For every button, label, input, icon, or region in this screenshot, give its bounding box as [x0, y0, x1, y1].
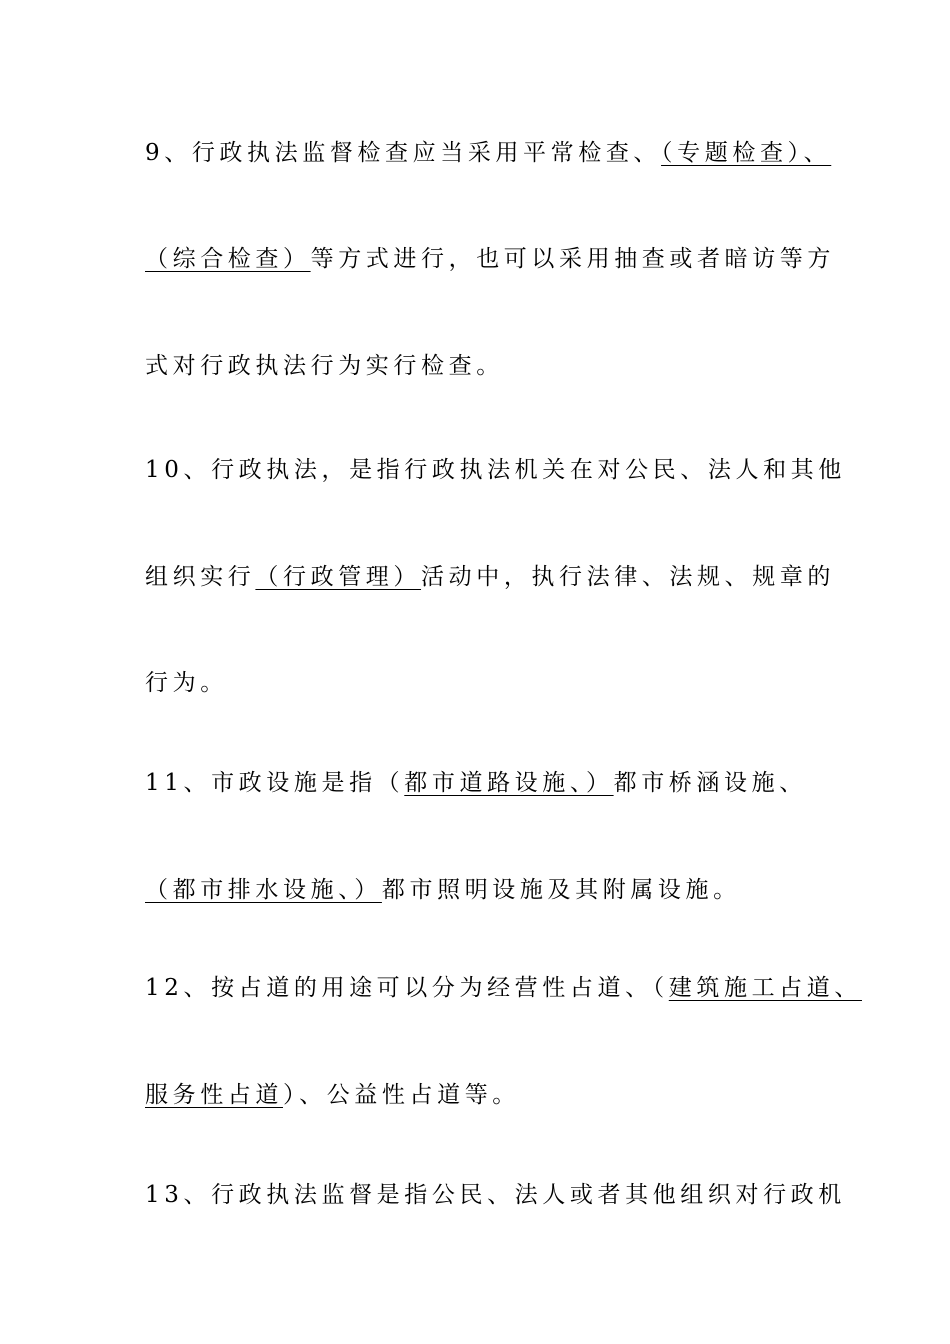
line-7-seg-3: 都市桥涵设施、 — [613, 770, 807, 796]
line-4-seg-1: 10、行政执法，是指行政执法机关在对公民、法人和其他 — [145, 457, 846, 483]
line-11-seg-1: 13、行政执法监督是指公民、法人或者其他组织对行政机 — [145, 1182, 846, 1208]
line-8-seg-2: 都市照明设施及其附属设施。 — [381, 877, 741, 903]
line-7-blank-answer: 都市道路设施、） — [404, 770, 614, 796]
line-5-seg-3: 活动中，执行法律、法规、规章的 — [421, 564, 836, 590]
text-line-6 — [145, 668, 228, 698]
line-2-seg-2: 等方式进行，也可以采用抽查或者暗访等方 — [310, 246, 836, 272]
text-line-3 — [145, 351, 504, 381]
text-line-4 — [145, 455, 846, 485]
line-5-seg-1: 组织实行 — [145, 564, 256, 590]
text-line-2 — [145, 244, 835, 274]
text-line-10 — [145, 1080, 520, 1110]
text-line-9 — [145, 973, 862, 1003]
line-9-seg-1: 12、按占道的用途可以分为经营性占道、（ — [145, 975, 669, 1001]
text-line-5 — [145, 562, 835, 592]
line-1-blank-answer: （专题检查）、 — [661, 140, 832, 166]
line-1-seg-1: 9、行政执法监督检查应当采用平常检查、 — [145, 140, 662, 166]
line-2-blank-answer: （综合检查） — [145, 246, 311, 272]
line-10-blank-answer: 服务性占道 — [145, 1082, 283, 1108]
text-line-1 — [145, 138, 831, 168]
line-9-blank-answer: 建筑施工占道、 — [668, 975, 862, 1001]
line-5-blank-answer: （行政管理） — [255, 564, 422, 590]
text-line-8 — [145, 875, 741, 905]
line-3-seg-1: 式对行政执法行为实行检查。 — [145, 353, 504, 379]
line-8-blank-answer: （都市排水设施、） — [145, 877, 382, 903]
line-7-seg-1: 11、市政设施是指（ — [145, 770, 405, 796]
line-10-seg-2: ）、公益性占道等。 — [283, 1082, 520, 1108]
text-line-7 — [145, 768, 807, 798]
line-6-seg-1: 行为。 — [145, 670, 228, 696]
text-line-11 — [145, 1180, 846, 1210]
